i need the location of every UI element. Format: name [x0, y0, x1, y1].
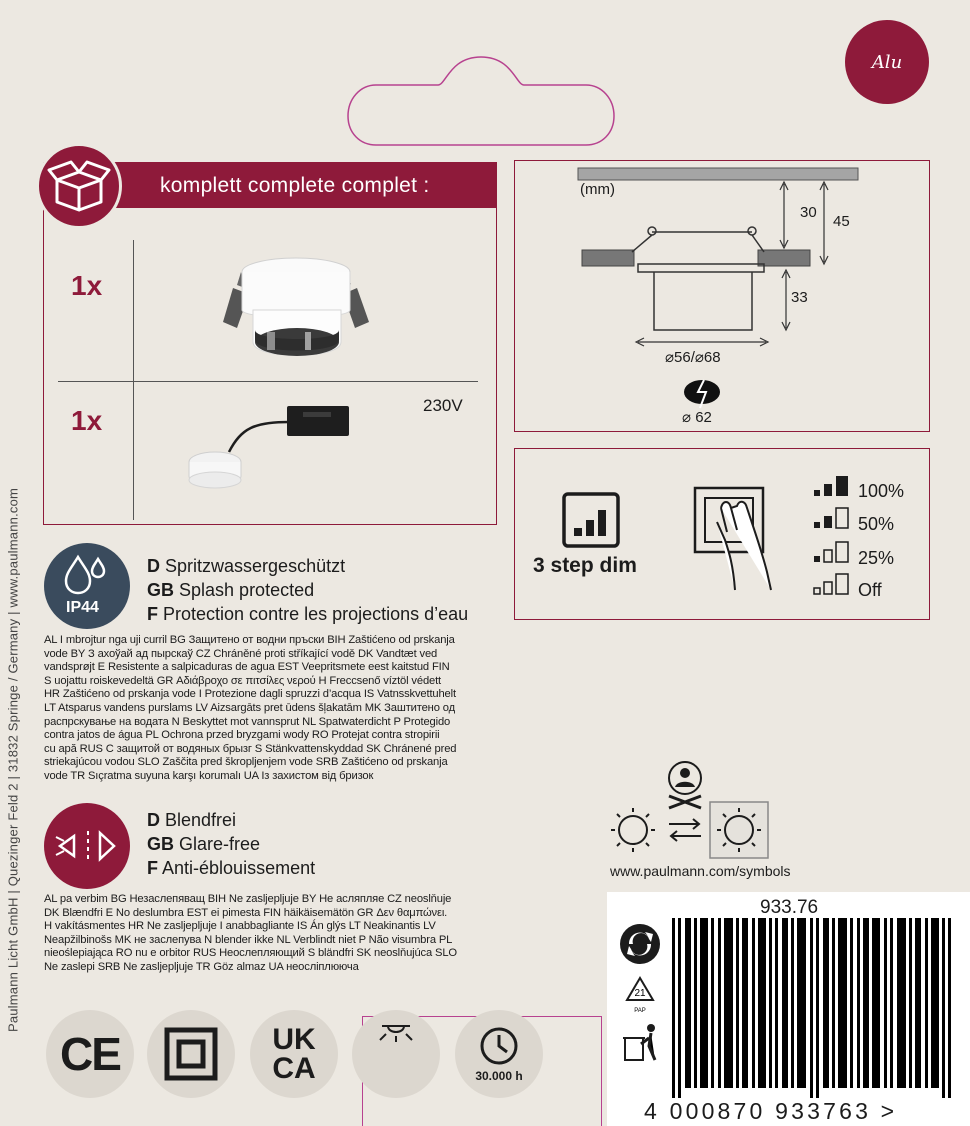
wall-switch-hand-icon: [693, 486, 773, 594]
ce-mark-icon: CE: [46, 1010, 134, 1098]
dimension-drawing: [514, 160, 930, 432]
svg-text:PAP: PAP: [634, 1008, 646, 1014]
dim-levels-icon: [812, 474, 854, 600]
dim-mode-label: 3 step dim: [533, 554, 637, 577]
glare-line-gb: GB Glare-free: [147, 834, 261, 854]
glare-line-d: D Blendfrei: [147, 810, 237, 830]
dim-level-100: 100%: [858, 481, 905, 501]
ip-line-d: D Spritzwassergeschützt: [147, 556, 346, 576]
svg-text:21: 21: [634, 988, 646, 999]
dim-level-50: 50%: [858, 514, 895, 534]
divider: [133, 240, 134, 520]
recycling-symbols: [615, 920, 665, 1080]
spotlight-image: [215, 250, 380, 365]
material-badge: Alu: [845, 20, 929, 104]
ip-translations: AL I mbrojtur nga uji curril BG Защитено от водни пръски BIH Zaštićeno od prskanja vode BY З ахоўай ад пырскаў CZ Chráněné proti stříkající vodě DK Vandtæt ved vandsprøjt E Resistente a salpicaduras de agua EST Veepritsmete eest kaitstud FIN S uojattu roiskevedeltä GR Αδιάβροχο σε πιτσίλες νερού H Freccsenő víztöl védett HR Zaštićeno od prskanja vode I Protezione dagli spruzzi d’acqua IS Vatnsskvettuhelt LT Atsparus vandens purslams LV Aizsargāts pret ūdens šļakatām MK Заштитено од распрскување на водата N Beskyttet mot vannsprut NL Spatwaterdicht P Protegido contra jatos de água PL Ochrona przed bryzgami wody RO Protejat contra stropirii cu apă RUS С защитой от водяных брызг S Stänkvattenskyddad SK Chránené pred striekajúcou vodou SLO Zaščita pred škropljenjem vode SRB Zaštićeno od prskanja vode TR Sıçratma suyuna karşı korumalı UA Із захистом від бризок: [44, 634, 457, 782]
glare-line-f: F Anti-éblouissement: [147, 858, 316, 878]
item-quantity: 1x: [71, 405, 103, 436]
symbols-url[interactable]: www.paulmann.com/symbols: [610, 863, 791, 879]
dim-level-off: Off: [858, 580, 882, 600]
barcode-number: 4 000870 933763 >: [644, 1098, 898, 1124]
glare-free-icon: [44, 803, 130, 889]
drill-dimension: ⌀ 62: [682, 409, 712, 426]
ip-rating: IP44: [66, 599, 99, 616]
recessed-light-icon: [352, 1010, 440, 1098]
hang-hole-outline: [346, 55, 616, 147]
dimension-33: 33: [791, 289, 808, 306]
led-module-image: [185, 400, 355, 495]
package-icon: [36, 143, 122, 229]
ip-line-f: F Protection contre les projections d’eau: [147, 604, 469, 624]
unit-label: (mm): [580, 181, 615, 198]
dimension-30: 30: [800, 204, 817, 221]
replaceable-light-icon: [607, 760, 772, 860]
company-address-text: Paulmann Licht GmbH | Quezinger Feld 2 | 31832 Springe / Germany | www.paulmann.com: [5, 487, 21, 1033]
protection-class-2-icon: [147, 1010, 235, 1098]
lifetime-icon: 30.000 h: [455, 1010, 543, 1098]
contents-header-label: komplett complete complet :: [160, 174, 430, 197]
glare-translations: AL pa verbim BG Незаслепяващ BIH Ne zasljepljuje BY Не асляпляе CZ neoslňuje DK Blændfri E No deslumbra EST ei pimesta FIN häikäisemätön GR Δεν θαμπώνει. H vakításmentes HR Ne zasljepljuje I anabbagliante IS Án glýs LT Neakinantis LV Neapžilbinošs MK не заслепува N blender ikke NL Verblindt niet P Não visumbra PL nieoślepiająca RO nu e orbitor RUS Неослепляющий S bländfri SK neoslňujúca SLO Ne zaslepi SRB Ne zasljepljuje TR Göz almaz UA неосліплююча: [44, 893, 457, 973]
cutout-dimension: ⌀56/⌀68: [665, 349, 721, 366]
article-number: 933.76: [760, 897, 819, 918]
voltage-label: 230V: [423, 396, 463, 415]
divider: [58, 381, 478, 382]
item-quantity: 1x: [71, 270, 103, 301]
company-address-vertical: [0, 0, 26, 1126]
barcode: [672, 918, 962, 1098]
ip44-icon: [44, 543, 130, 629]
dim-level-25: 25%: [858, 548, 895, 568]
dimension-45: 45: [833, 213, 850, 230]
dim-level-icon: [562, 492, 620, 548]
ip-line-gb: GB Splash protected: [147, 580, 315, 600]
ukca-mark-icon: UKCA: [250, 1010, 338, 1098]
